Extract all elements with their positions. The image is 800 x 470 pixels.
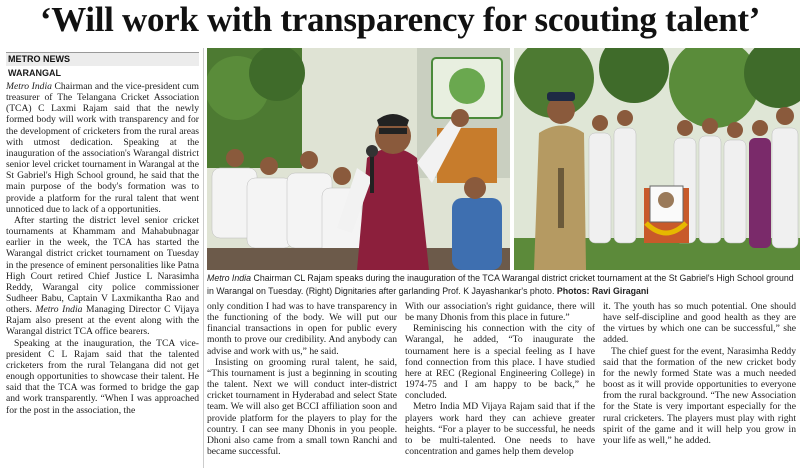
paragraph: The chief guest for the event, Narasimha Reddy said that the formation of the new cricket body for the newly formed State was a much needed boost as it will provide opportunities to everyone from the rural background. “The new Association for the State is very important especially for the rural cricketers. The players must play with right spirit of the game and it will help you grow in your life as well,” he added. — [603, 345, 796, 446]
speaker-photo — [207, 48, 510, 270]
photo-strip — [207, 48, 800, 270]
dateline: WARANGAL — [8, 68, 61, 78]
body-column-1 — [207, 301, 397, 469]
paragraph: it. The youth has so much potential. One should have self-discipline and good health as they are the virtues by which one can be successful,” she added. — [603, 301, 796, 346]
paragraph: only condition I had was to have transparency in the functioning of the body. We will put our financial transactions in open for public every month to prove our credibility. And anybody can advise and work with us,” he said. — [207, 301, 397, 357]
dignitaries-photo — [514, 48, 800, 270]
caption-text: Chairman CL Rajam speaks during the inauguration of the TCA Warangal district cricket tournament at the St Gabriel's High School ground in Warangal on Tuesday. (Right) Dignitaries after garlanding Prof. K Jayashankar's photo. — [207, 273, 794, 296]
photo-caption — [207, 272, 797, 298]
body-column-3 — [603, 301, 796, 469]
body-column-2 — [405, 301, 595, 469]
paragraph: Speaking at the inauguration, the TCA vice-president C L Rajam said that the talented cricketers from the rural Telangana did not get enough opportunities to showcase their talent. He said that the TCA was formed to bridge the gap and work transparently. “When I was approached for the post in the association, the — [6, 337, 199, 416]
paragraph: With our association's right guidance, there will be many Dhonis from this place in future.” — [405, 301, 595, 324]
caption-lead: Metro India — [207, 273, 252, 283]
paragraph: Metro India MD Vijaya Rajam said that if the players work hard they can achieve greater heights. “For a player to be successful, he needs to be multi-talented. One needs to have concentration and games help them develop — [405, 401, 595, 458]
section-label: METRO NEWS — [8, 54, 70, 64]
paragraph: Reminiscing his connection with the city of Warangal, he added, “To inaugurate the tournament here is a special feeling as I have fond connection from this place. I have studied here at REC (Regional Engineering College) in 1974-75 and I am happy to be back,” he concluded. — [405, 323, 595, 402]
left-column — [6, 52, 199, 467]
section-bar — [6, 52, 199, 66]
paragraph: After starting the district level senior cricket tournaments at Khammam and Mahabubnagar earlier in the week, the TCA has started the Warangal district cricket tournament on Tuesday in the presence of eminent personalities like Patna High Court retired Chief Justice L Narasimha Reddy, Warangal city police commissioner Sudheer Babu, Captain V Laxmikantha Rao and others. Metro India Managing Director C Vijaya Rajam also present at the event along with the Warangal district TCA office bearers. — [6, 214, 199, 338]
column-divider — [203, 48, 204, 468]
headline: ‘Will work with transparency for scouting talent’ — [39, 0, 761, 39]
paragraph: Metro India Chairman and the vice-president cum treasurer of The Telangana Cricket Association (TCA) C Laxmi Rajam said that the newly formed body will work with transparency and for the development of cricketers from the rural areas with utmost dedication. Speaking at the inauguration of the association's Warangal district senior level cricket tournament in Warangal at the St Gabriel's High School ground, he said that the main purpose of the body's formation was to provide a platform for the rural talent that went unnoticed due to lack of a opportunities. — [6, 81, 199, 215]
photo-credit: Photos: Ravi Giragani — [556, 285, 649, 296]
paragraph: Insisting on grooming rural talent, he said, “This tournament is just a beginning in scouting the talent. Next we will conduct inter-district cricket tournament in Hyderabad and select State team. We will also get BCCI affiliation soon and provide platform for the players to play for the country. I can see many Dhonis in you people. Dhoni also came from a small town Ranchi and became successful. — [207, 356, 397, 458]
